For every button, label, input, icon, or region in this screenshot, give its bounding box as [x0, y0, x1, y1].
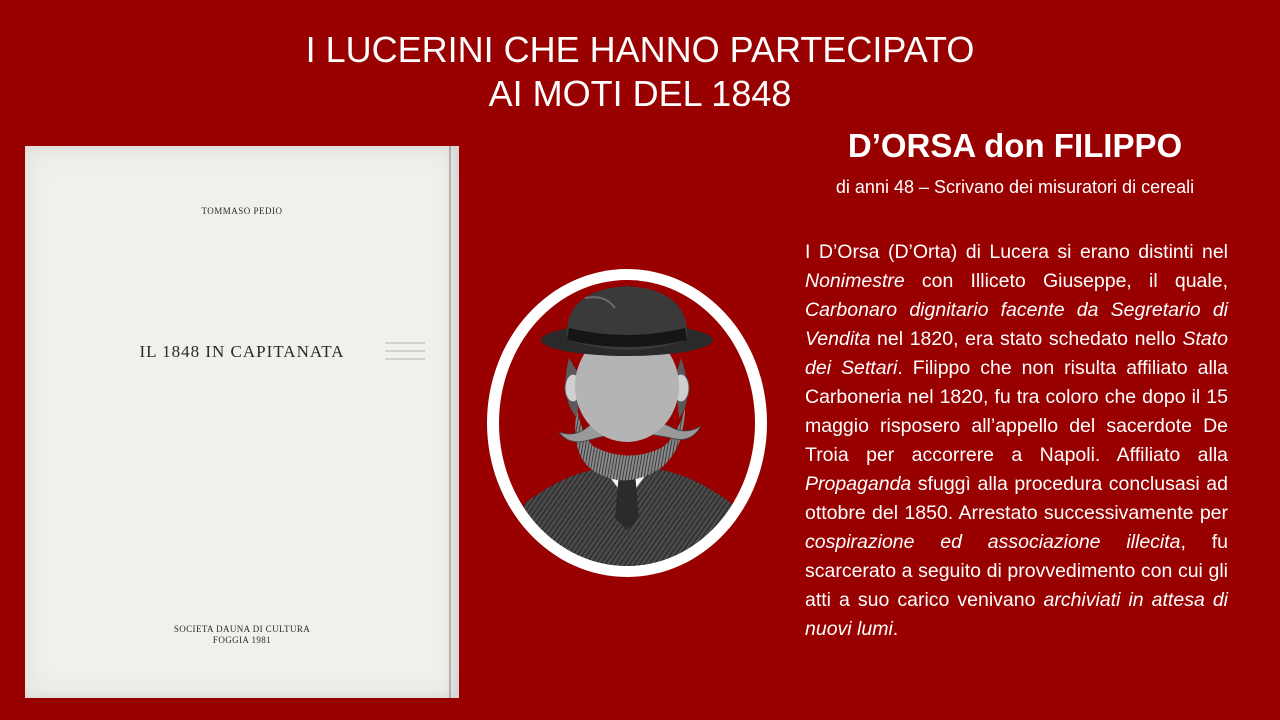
person-name: D’ORSA don FILIPPO [847, 127, 1183, 164]
biography-italic-segment: Nonimestre [805, 270, 905, 292]
slide-title-line-1: I LUCERINI CHE HANNO PARTECIPATO [305, 29, 975, 70]
biography-italic-segment: archiviati in attesa di nuovi lumi [805, 589, 1228, 640]
portrait-image [485, 268, 769, 578]
biography-segment: I D’Orsa (D’Orta) di Lucera si erano distinti nel [805, 241, 1228, 263]
biography-segment: . [892, 618, 899, 640]
book-cover-image [25, 146, 459, 698]
book-publisher-line-2: FOGGIA 1981 [212, 635, 272, 645]
person-subtitle: di anni 48 – Scrivano dei misuratori di cereali [835, 177, 1195, 197]
biography-italic-segment: Carbonaro dignitario facente da Segretario di Vendita [805, 299, 1228, 350]
book-publisher-line-1: SOCIETA DAUNA DI CULTURA [173, 624, 311, 634]
book-author: TOMMASO PEDIO [201, 206, 283, 216]
slide-title-line-2: AI MOTI DEL 1848 [488, 73, 792, 114]
book-title: IL 1848 IN CAPITANATA [139, 342, 345, 361]
biography-italic-segment: cospirazione ed associazione illecita [805, 531, 1181, 553]
biography-text [805, 238, 1228, 644]
biography-italic-segment: Stato dei Settari [805, 328, 1228, 379]
slide-title [0, 28, 1280, 116]
book-page-edge [449, 146, 451, 698]
biography-segment: , fu scarcerato a seguito di provvedimento con cui gli atti a suo carico venivano [805, 531, 1229, 611]
biography-segment: nel 1820, era stato schedato nello [870, 328, 1183, 350]
book-publisher [25, 624, 459, 646]
biography-segment: con Illiceto Giuseppe, il quale, [904, 270, 1228, 292]
biography-italic-segment: Propaganda [805, 473, 912, 495]
biography-segment: sfuggì alla procedura conclusasi ad ottobre del 1850. Arrestato successivamente per [805, 473, 1228, 524]
biography-segment: . Filippo che non risulta affiliato alla Carboneria nel 1820, fu tra coloro che dopo il 15 maggio risposero all’appello del sacerdote De Troia per accorrere a Napoli. Affiliato alla [805, 357, 1228, 466]
